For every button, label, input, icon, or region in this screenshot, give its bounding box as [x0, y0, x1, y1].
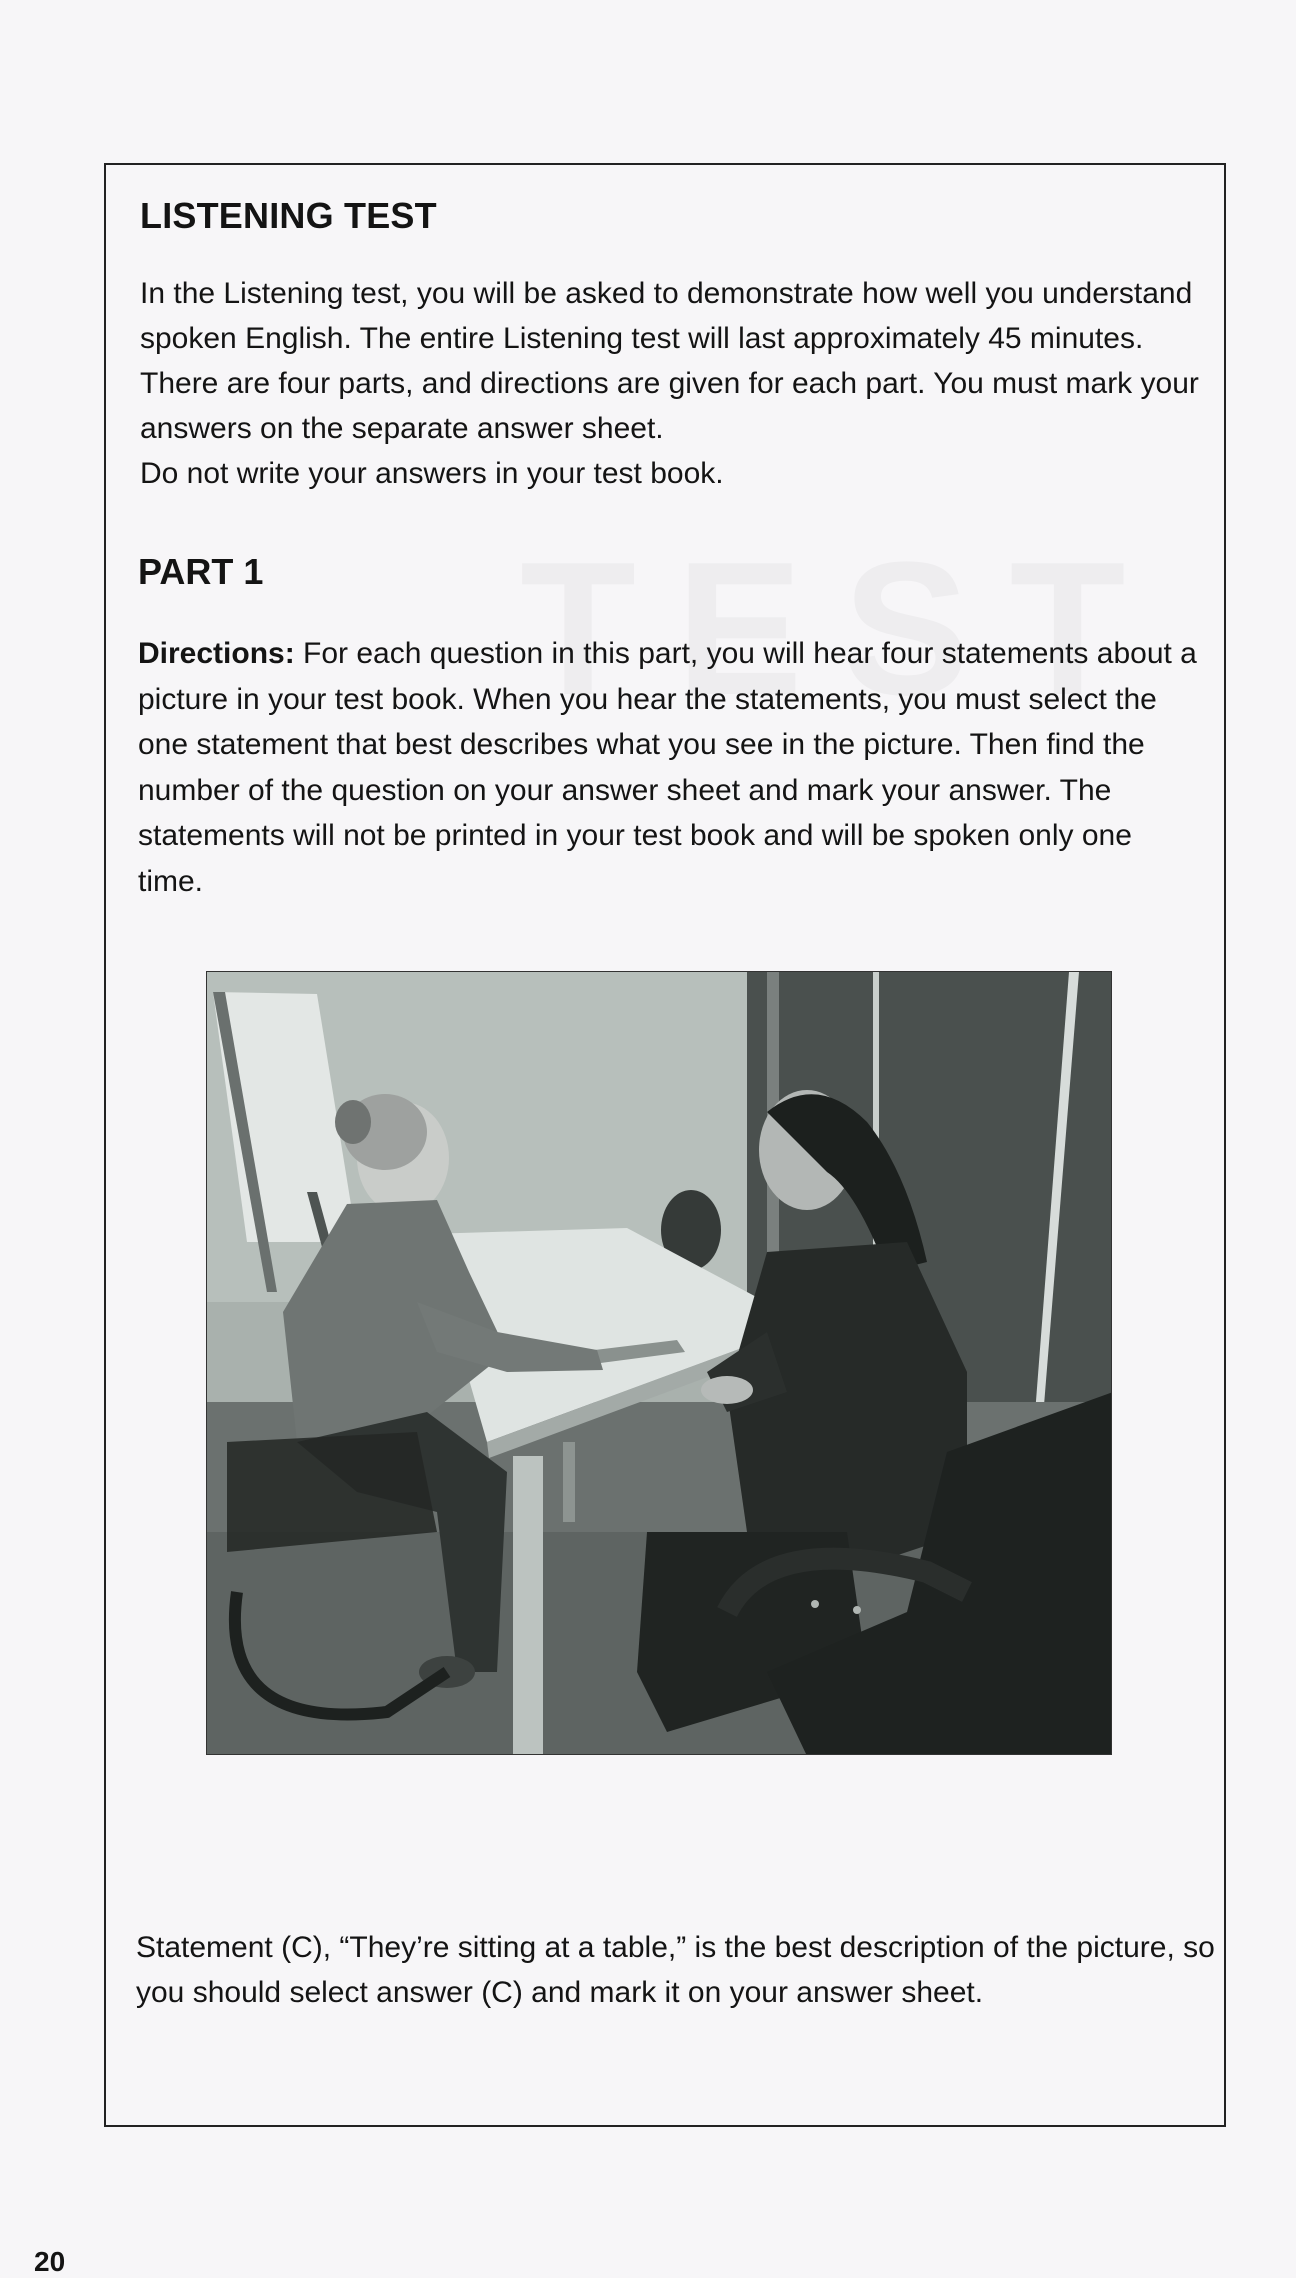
- example-explanation: Statement (C), “They’re sitting at a table,” is the best description of the picture, so you should select answer (C) and mark it on your answer sheet.: [136, 1931, 1215, 2009]
- directions-text: For each question in this part, you will hear four statements about a picture in your test book. When you hear the statements, you must select the one statement that best describes what you see in the picture. Then find the number of the question on your answer sheet and mark your answer. The statements will not be printed in your test book and will be spoken only one time.: [138, 637, 1197, 898]
- page-number: 20: [34, 2246, 66, 2277]
- example-photo: [206, 971, 1112, 1755]
- listening-test-heading: LISTENING TEST: [140, 195, 437, 236]
- intro-paragraph: In the Listening test, you will be asked to demonstrate how well you understand spoken English. The entire Listening test will last approximately 45 minutes. There are four parts, and directions are given for each part. You must mark your answers on the separate answer sheet.: [140, 277, 1199, 445]
- listening-intro: [140, 271, 1200, 496]
- part-1-directions: [138, 631, 1198, 904]
- directions-label: Directions:: [138, 637, 295, 670]
- listening-test-box: [104, 163, 1226, 2127]
- part-1-heading: PART 1: [138, 551, 264, 592]
- intro-note: Do not write your answers in your test book.: [140, 457, 724, 490]
